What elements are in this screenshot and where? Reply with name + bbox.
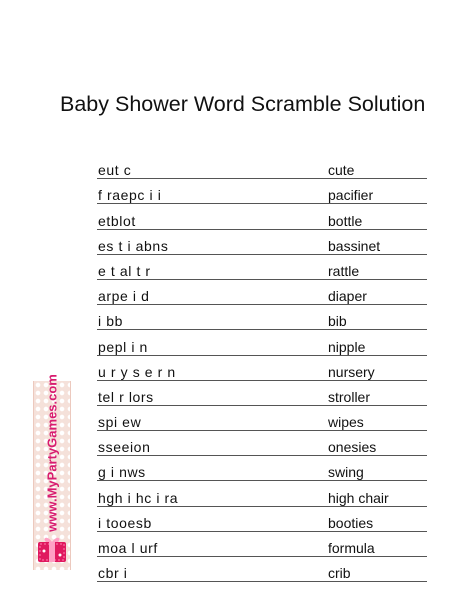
scrambled-word: pepl i n <box>98 338 148 355</box>
answer-line <box>97 329 427 330</box>
scrambled-word: eut c <box>98 162 132 179</box>
answer-word: bassinet <box>328 237 381 254</box>
brand-text: www.MyPartyGames.com <box>44 374 60 532</box>
scrambled-word: u r y s e r n <box>98 363 176 380</box>
scrambled-word: tel r lors <box>98 388 154 405</box>
answer-word: crib <box>328 565 351 582</box>
word-row <box>97 157 427 182</box>
answer-line <box>97 430 427 431</box>
answer-line <box>97 480 427 481</box>
answer-line <box>97 531 427 532</box>
answer-word: bib <box>328 313 347 330</box>
word-list <box>97 157 427 585</box>
answer-line <box>97 178 427 179</box>
scrambled-word: e t al t r <box>98 262 151 279</box>
scrambled-word: i bb <box>98 313 123 330</box>
answer-word: swing <box>328 464 364 481</box>
answer-line <box>97 455 427 456</box>
word-row <box>97 535 427 560</box>
word-row <box>97 359 427 384</box>
answer-line <box>97 380 427 381</box>
scrambled-word: i tooesb <box>98 514 152 531</box>
answer-line <box>97 304 427 305</box>
answer-word: wipes <box>328 414 364 431</box>
scrambled-word: arpe i d <box>98 288 150 305</box>
scrambled-word: cbr i <box>98 565 128 582</box>
answer-word: rattle <box>328 262 360 279</box>
answer-word: nipple <box>328 338 366 355</box>
answer-word: diaper <box>328 288 367 305</box>
answer-line <box>97 229 427 230</box>
scrambled-word: etblot <box>98 212 136 229</box>
answer-line <box>97 355 427 356</box>
answer-word: onesies <box>328 439 377 456</box>
answer-line <box>97 506 427 507</box>
scrambled-word: hgh i hc i ra <box>98 489 179 506</box>
word-row <box>97 510 427 535</box>
answer-word: high chair <box>328 489 389 506</box>
answer-line <box>97 279 427 280</box>
answer-line <box>97 203 427 204</box>
word-row <box>97 182 427 207</box>
scrambled-word: moa l urf <box>98 540 158 556</box>
scrambled-word: sseeion <box>98 439 151 456</box>
word-row <box>97 308 427 333</box>
scrambled-word: f raepc i i <box>98 187 162 204</box>
answer-word: pacifier <box>328 187 374 204</box>
scrambled-word: es t i abns <box>98 237 169 254</box>
word-row <box>97 207 427 232</box>
scrambled-word: g i nws <box>98 464 146 481</box>
scrambled-word: spi ew <box>98 414 142 431</box>
word-row <box>97 459 427 484</box>
answer-word: nursery <box>328 363 375 380</box>
answer-word: cute <box>328 162 355 179</box>
word-row <box>97 484 427 509</box>
word-row <box>97 333 427 358</box>
word-row <box>97 258 427 283</box>
answer-line <box>97 556 427 557</box>
brand-banner <box>33 374 71 570</box>
page-title: Baby Shower Word Scramble Solution <box>60 92 426 116</box>
answer-word: formula <box>328 540 375 556</box>
word-row <box>97 384 427 409</box>
answer-word: booties <box>328 514 374 531</box>
answer-word: stroller <box>328 388 371 405</box>
answer-line <box>97 254 427 255</box>
answer-line <box>97 405 427 406</box>
word-row <box>97 434 427 459</box>
gift-icon <box>37 534 67 569</box>
word-row <box>97 409 427 434</box>
word-row <box>97 560 427 585</box>
word-row <box>97 233 427 258</box>
answer-line <box>97 581 427 582</box>
answer-word: bottle <box>328 212 363 229</box>
word-row <box>97 283 427 308</box>
